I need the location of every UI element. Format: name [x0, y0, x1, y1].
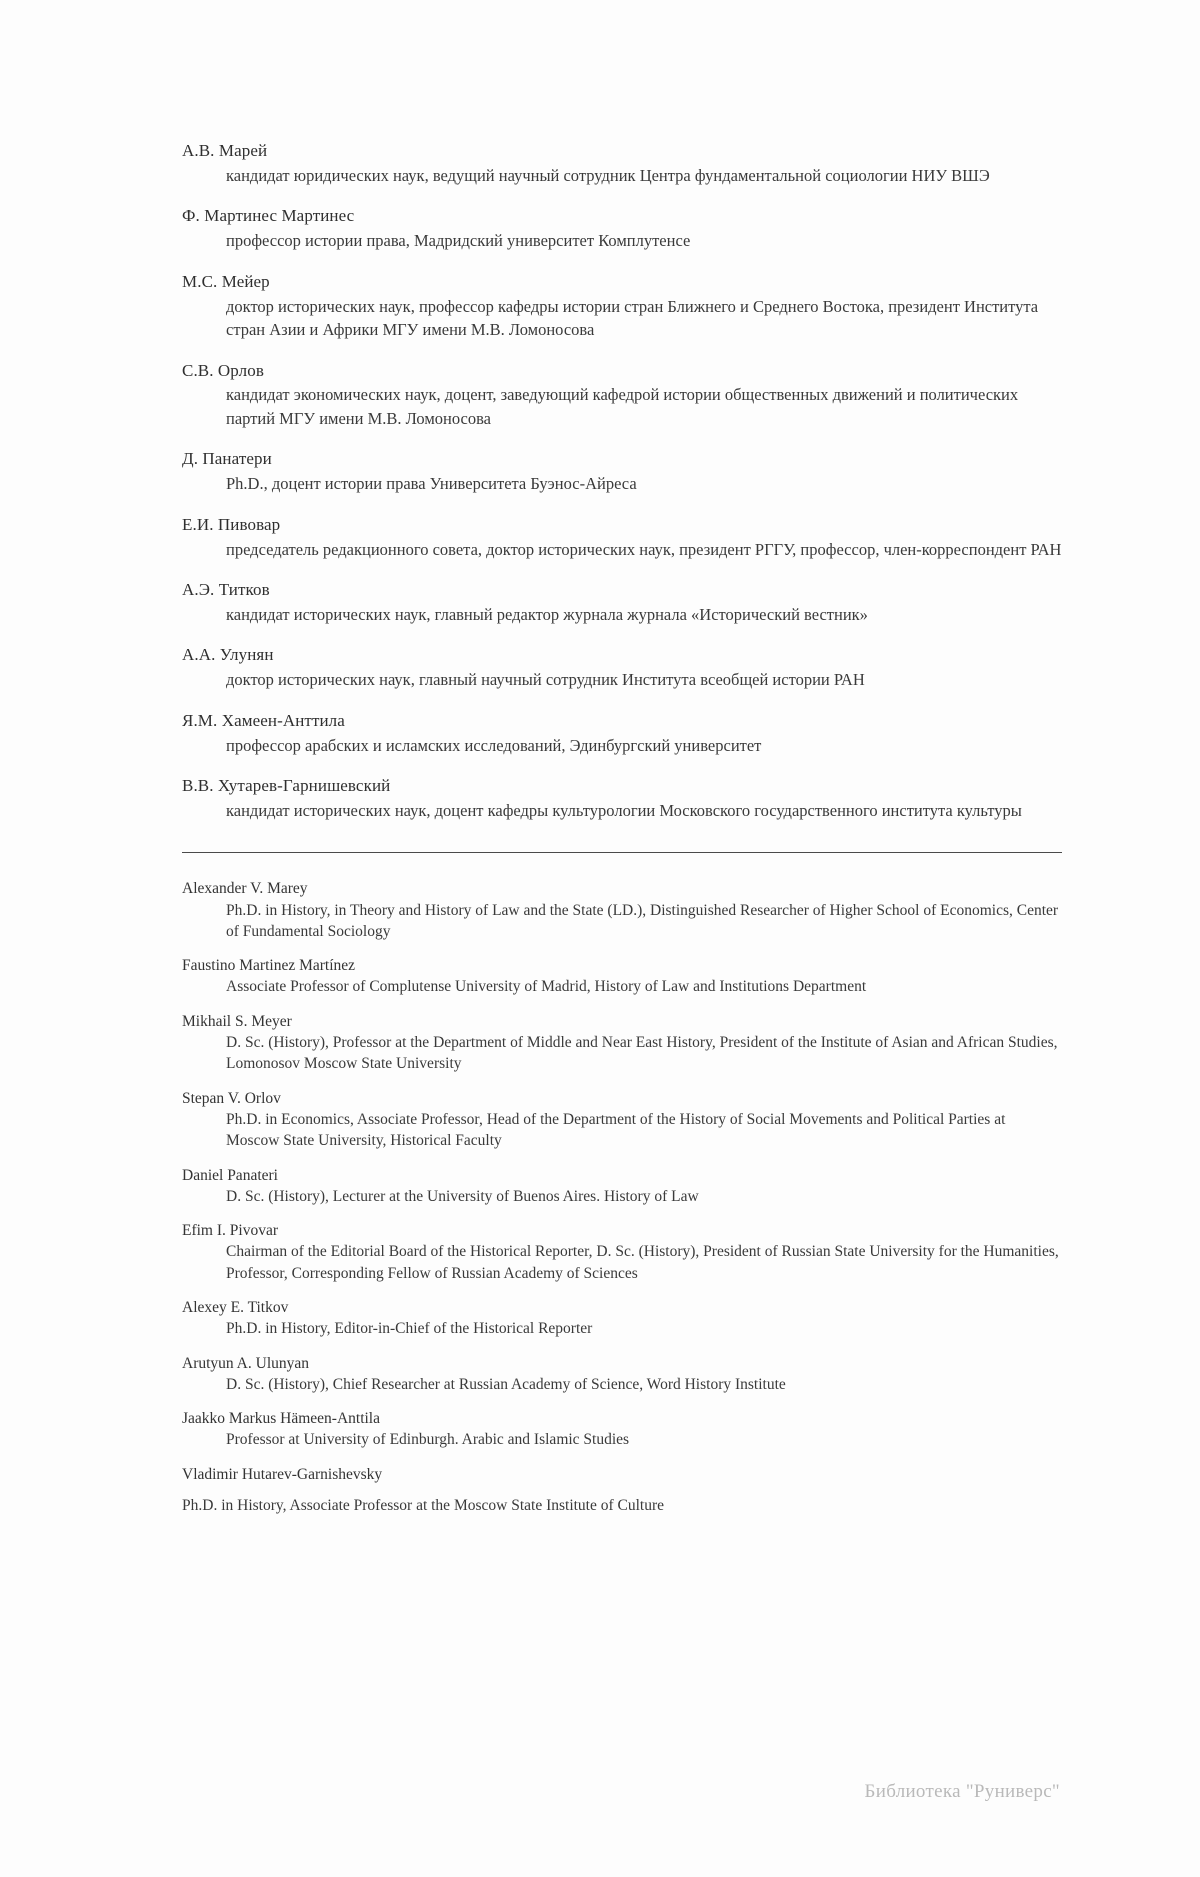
- list-item: [182, 140, 1062, 187]
- person-description: Ph.D. in History, Editor-in-Chief of the Historical Reporter: [226, 1320, 593, 1338]
- list-item: [182, 579, 1062, 626]
- person-name: Vladimir Hutarev-Garnishevsky: [182, 1465, 383, 1483]
- list-item: [182, 514, 1062, 561]
- person-description: профессор истории права, Мадридский университет Комплутенсе: [226, 231, 691, 251]
- person-name: Daniel Panateri: [182, 1166, 278, 1184]
- list-item: [182, 644, 1062, 691]
- person-description: Ph.D. in Economics, Associate Professor, Head of the Department of the History of Social Movements and Political Parties at Moscow State University, Historical Faculty: [226, 1110, 1006, 1150]
- person-description: председатель редакционного совета, доктор исторических наук, президент РГГУ, профессор, член-корреспондент РАН: [226, 539, 1062, 559]
- person-name: А.Э. Титков: [182, 580, 270, 599]
- list-item: [182, 1089, 1062, 1152]
- library-watermark: Библиотека "Руниверс": [864, 1781, 1060, 1802]
- section-divider: [182, 852, 1062, 853]
- person-name: С.В. Орлов: [182, 360, 264, 380]
- person-description: кандидат исторических наук, главный редактор журнала журнала «Исторический вестник»: [226, 604, 868, 624]
- person-description: Ph.D., доцент истории права Университета Буэнос-Айреса: [226, 474, 637, 494]
- person-name: Mikhail S. Meyer: [182, 1012, 292, 1030]
- list-item: [182, 775, 1062, 822]
- person-description: D. Sc. (History), Professor at the Department of Middle and Near East History, President of the Institute of Asian and African Studies, Lomonosov Moscow State University: [226, 1033, 1058, 1073]
- person-description: профессор арабских и исламских исследований, Эдинбургский университет: [226, 735, 762, 755]
- list-item: [182, 1166, 1062, 1208]
- person-name: М.С. Мейер: [182, 271, 270, 291]
- person-description: доктор исторических наук, профессор кафедры истории стран Ближнего и Среднего Востока, президент Института стран Азии и Африки МГУ имени М.В. Ломоносова: [226, 296, 1039, 340]
- list-item: [182, 956, 1062, 998]
- person-name: Ф. Мартинес Мартинес: [182, 206, 355, 226]
- list-item: [182, 448, 1062, 495]
- list-item: [182, 710, 1062, 757]
- person-name: Jaakko Markus Hämeen-Anttila: [182, 1410, 380, 1428]
- list-item: [182, 1012, 1062, 1075]
- list-item: [182, 271, 1062, 342]
- person-description: D. Sc. (History), Lecturer at the University of Buenos Aires. History of Law: [226, 1187, 699, 1205]
- list-item: [182, 1465, 1062, 1517]
- person-name: Д. Панатери: [182, 449, 272, 469]
- person-description: D. Sc. (History), Chief Researcher at Russian Academy of Science, Word History Institute: [226, 1375, 786, 1393]
- person-description: кандидат юридических наук, ведущий научный сотрудник Центра фундаментальной социологии НИУ ВШЭ: [226, 165, 990, 185]
- person-name: Е.И. Пивовар: [182, 514, 281, 534]
- person-name: Faustino Martinez Martínez: [182, 957, 356, 975]
- editorial-board-russian-section: [182, 140, 1062, 822]
- list-item: [182, 879, 1062, 942]
- list-item: [182, 1298, 1062, 1340]
- person-name: Alexander V. Marey: [182, 880, 308, 898]
- person-name: Alexey E. Titkov: [182, 1299, 289, 1317]
- person-description: Professor at University of Edinburgh. Arabic and Islamic Studies: [226, 1431, 630, 1449]
- person-description: Associate Professor of Complutense University of Madrid, History of Law and Institutions Department: [226, 978, 867, 996]
- person-name: А.А. Улунян: [182, 645, 274, 665]
- person-name: А.В. Марей: [182, 141, 268, 160]
- person-name: Arutyun A. Ulunyan: [182, 1354, 310, 1372]
- person-description: Ph.D. in History, in Theory and History of Law and the State (LD.), Distinguished Researcher of Higher School of Economics, Center of Fundamental Sociology: [226, 901, 1059, 940]
- person-description: доктор исторических наук, главный научный сотрудник Института всеобщей истории РАН: [226, 670, 865, 690]
- list-item: [182, 360, 1062, 431]
- list-item: [182, 1221, 1062, 1284]
- person-description: Ph.D. in History, Associate Professor at the Moscow State Institute of Culture: [182, 1496, 665, 1514]
- list-item: [182, 1354, 1062, 1396]
- person-description: кандидат исторических наук, доцент кафедры культурологии Московского государственного института культуры: [226, 801, 1022, 821]
- list-item: [182, 1409, 1062, 1451]
- person-name: Я.М. Хамеен-Анттила: [182, 710, 345, 730]
- person-name: Efim I. Pivovar: [182, 1222, 278, 1240]
- person-name: В.В. Хутарев-Гарнишевский: [182, 776, 391, 796]
- person-description: Chairman of the Editorial Board of the Historical Reporter, D. Sc. (History), President of Russian State University for the Humanities, Professor, Corresponding Fellow of Russian Academy of Sciences: [226, 1243, 1059, 1282]
- editorial-board-english-section: [182, 879, 1062, 1516]
- person-name: Stepan V. Orlov: [182, 1089, 281, 1107]
- list-item: [182, 205, 1062, 252]
- page-content: [182, 140, 1062, 1530]
- person-description: кандидат экономических наук, доцент, заведующий кафедрой истории общественных движений и политических партий МГУ имени М.В. Ломоносова: [226, 385, 1019, 428]
